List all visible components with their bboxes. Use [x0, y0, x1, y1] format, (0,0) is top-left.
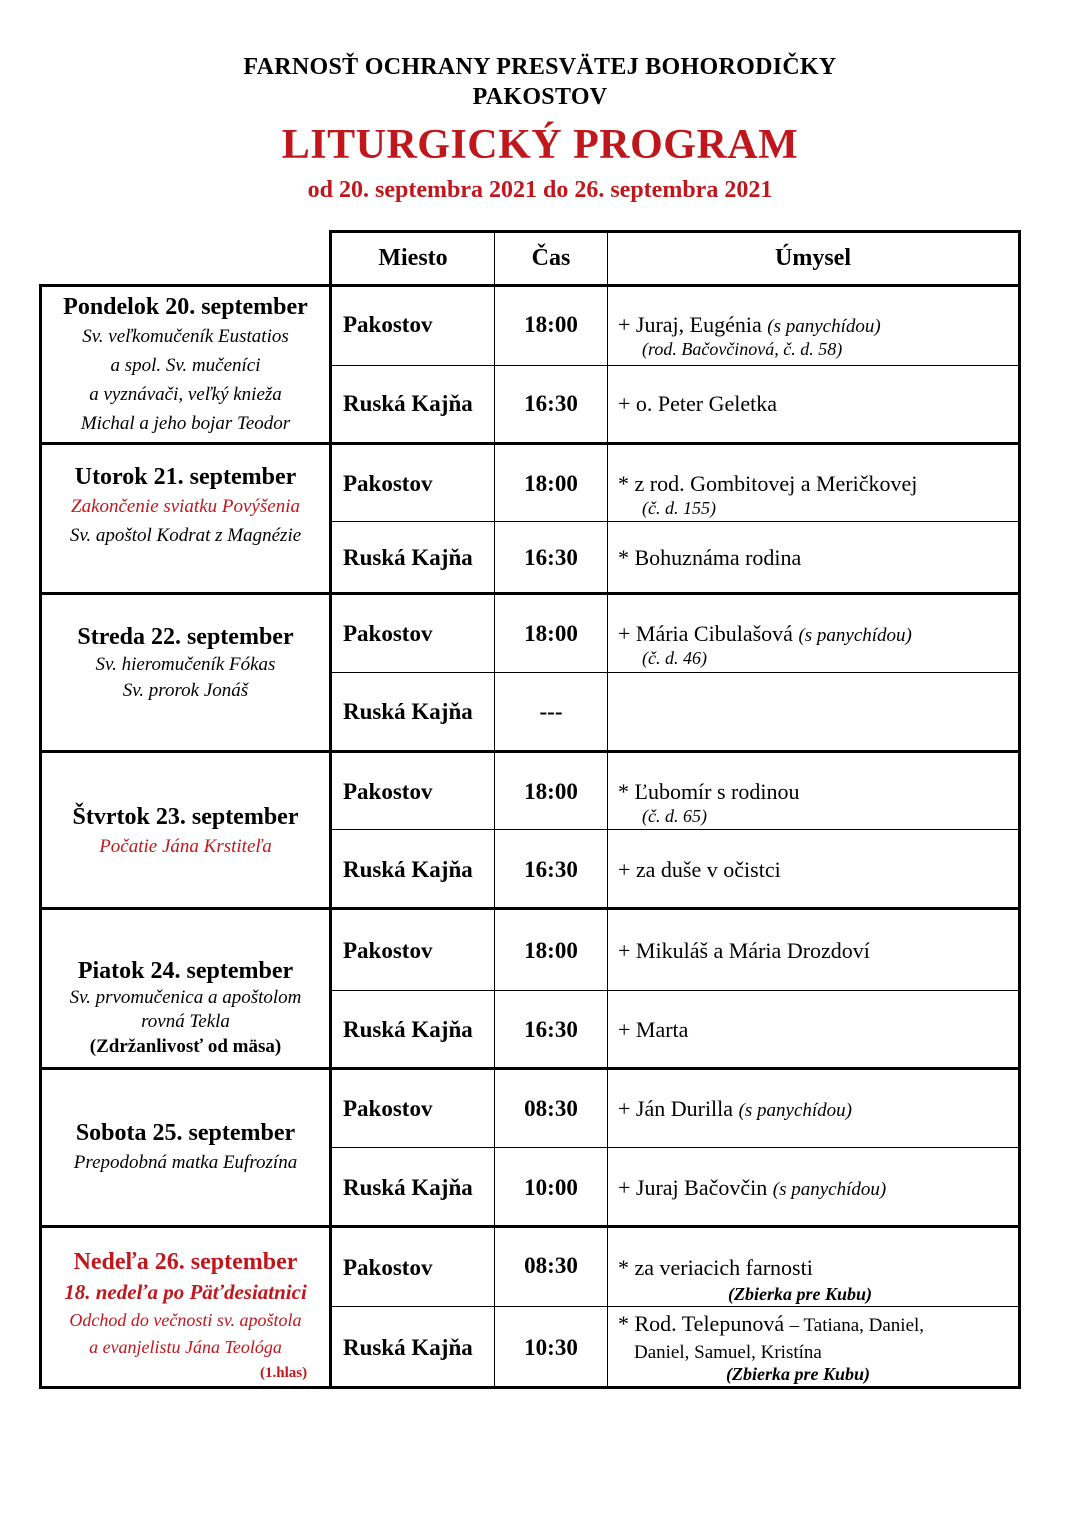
place-cell: Ruská Kajňa	[343, 1175, 473, 1200]
time-cell: 16:30	[524, 545, 578, 570]
place-cell: Pakostov	[343, 938, 433, 963]
place-cell: Pakostov	[343, 621, 433, 646]
intent-text: + o. Peter Geletka	[618, 391, 778, 416]
day-feast: Sv. prvomučenica a apoštolom	[69, 987, 302, 1008]
intent-address: (rod. Bačovčinová, č. d. 58)	[642, 339, 843, 359]
collection-note: (Zbierka pre Kubu)	[726, 1364, 870, 1384]
collection-note: (Zbierka pre Kubu)	[728, 1284, 872, 1304]
day-name: Streda 22. september	[77, 624, 294, 650]
day-feast: a vyznávači, veľký knieža	[89, 383, 282, 405]
intent-text: * Ľubomír s rodinou	[618, 779, 800, 804]
day-feast: rovná Tekla	[141, 1011, 230, 1032]
day-cell-tuesday	[42, 460, 329, 580]
intent-cell	[608, 857, 1018, 883]
intent-text: + Ján Durilla	[618, 1096, 734, 1121]
sunday-title: 18. nedeľa po Päťdesiatnici	[64, 1280, 307, 1304]
day-feast-highlight: Odchod do večnosti sv. apoštola	[69, 1310, 302, 1330]
day-cell-thursday	[42, 800, 329, 870]
column-header-place: Miesto	[378, 245, 448, 271]
intent-cell	[608, 1255, 1018, 1281]
place-cell: Pakostov	[343, 1096, 433, 1121]
time-cell: 18:00	[524, 621, 578, 646]
day-feast-highlight: Počatie Jána Krstiteľa	[99, 836, 272, 857]
place-cell: Ruská Kajňa	[343, 857, 473, 882]
day-feast: Sv. veľkomučeník Eustatios	[82, 325, 289, 347]
day-feast: a spol. Sv. mučeníci	[110, 354, 261, 376]
day-feast: Sv. hieromučeník Fókas	[95, 654, 276, 675]
time-cell: 16:30	[524, 1017, 578, 1042]
time-cell: 16:30	[524, 857, 578, 882]
place-cell: Pakostov	[343, 1255, 433, 1280]
column-header-intent: Úmysel	[775, 245, 851, 271]
day-cell-saturday	[42, 1116, 329, 1186]
intent-text: * Bohuznáma rodina	[618, 545, 802, 570]
day-name: Sobota 25. september	[75, 1120, 296, 1146]
place-cell: Ruská Kajňa	[343, 1017, 473, 1042]
time-cell: 18:00	[524, 312, 578, 337]
time-cell: ---	[539, 699, 563, 724]
day-name: Piatok 24. september	[77, 958, 294, 984]
day-name: Utorok 21. september	[74, 464, 297, 490]
liturgical-voice: (1.hlas)	[260, 1365, 308, 1381]
intent-text: + Marta	[618, 1017, 689, 1042]
day-feast: Prepodobná matka Eufrozína	[73, 1152, 298, 1173]
intent-cell	[608, 545, 1018, 571]
place-cell: Ruská Kajňa	[343, 1335, 473, 1360]
place-cell: Ruská Kajňa	[343, 699, 473, 724]
intent-cell	[608, 621, 1018, 669]
place-cell: Pakostov	[343, 312, 433, 337]
place-cell: Pakostov	[343, 779, 433, 804]
intent-note: (s panychídou)	[738, 1100, 853, 1121]
column-header-time: Čas	[531, 245, 571, 271]
intent-text: * Rod. Telepunová	[618, 1311, 785, 1336]
place-cell: Ruská Kajňa	[343, 545, 473, 570]
time-cell: 18:00	[524, 938, 578, 963]
place-cell: Pakostov	[343, 471, 433, 496]
intent-address: (č. d. 46)	[642, 648, 707, 668]
intent-text: * za veriacich farnosti	[618, 1255, 813, 1280]
place-cell: Ruská Kajňa	[343, 391, 473, 416]
page-title: LITURGICKÝ PROGRAM	[281, 122, 799, 168]
day-name: Nedeľa 26. september	[73, 1249, 298, 1275]
intent-text: + Mária Cibulašová	[618, 621, 793, 646]
intent-text: + Mikuláš a Mária Drozdoví	[618, 938, 870, 963]
intent-cell	[608, 312, 1018, 360]
intent-note: (s panychídou)	[772, 1179, 887, 1200]
intent-names: – Tatiana, Daniel,	[789, 1315, 925, 1336]
intent-cell	[608, 779, 1018, 827]
intent-address: (č. d. 65)	[642, 806, 707, 826]
day-cell-monday	[42, 287, 329, 442]
time-cell: 18:00	[524, 779, 578, 804]
village-name: PAKOSTOV	[472, 84, 608, 110]
time-cell: 18:00	[524, 471, 578, 496]
intent-cell	[608, 1017, 1018, 1043]
intent-note: (s panychídou)	[767, 316, 881, 337]
fasting-note: (Zdržanlivosť od mäsa)	[89, 1036, 282, 1057]
day-cell-sunday	[42, 1245, 329, 1385]
intent-text: * z rod. Gombitovej a Meričkovej	[618, 471, 918, 496]
intent-cell	[608, 1175, 1018, 1201]
day-cell-wednesday	[42, 620, 329, 730]
parish-header	[0, 52, 1080, 112]
day-feast: Sv. apoštol Kodrat z Magnézie	[69, 525, 302, 546]
intent-names-line2: Daniel, Samuel, Kristína	[634, 1342, 822, 1363]
date-range: od 20. septembra 2021 do 26. septembra 2021	[307, 177, 773, 203]
day-cell-friday	[42, 954, 329, 1064]
parish-name: FARNOSŤ OCHRANY PRESVÄTEJ BOHORODIČKY	[243, 54, 837, 80]
day-feast: Sv. prorok Jonáš	[122, 680, 249, 701]
intent-cell	[608, 938, 1018, 964]
intent-address: (č. d. 155)	[642, 498, 716, 518]
time-cell: 10:00	[524, 1175, 578, 1200]
intent-note: (s panychídou)	[798, 625, 912, 646]
intent-text: + Juraj Bačovčin	[618, 1175, 768, 1200]
day-feast: Michal a jeho bojar Teodor	[80, 412, 291, 434]
intent-cell	[608, 391, 1018, 417]
intent-cell	[608, 1096, 1018, 1122]
time-cell: 08:30	[524, 1253, 578, 1278]
day-name: Štvrtok 23. september	[72, 804, 299, 830]
time-cell: 16:30	[524, 391, 578, 416]
intent-cell	[608, 471, 1018, 519]
day-name: Pondelok 20. september	[63, 293, 308, 320]
intent-text: + Juraj, Eugénia	[618, 312, 762, 337]
time-cell: 08:30	[524, 1096, 578, 1121]
intent-cell	[608, 1310, 1018, 1366]
day-feast-highlight: Zakončenie sviatku Povýšenia	[71, 496, 300, 517]
time-cell: 10:30	[524, 1335, 578, 1360]
intent-text: + za duše v očistci	[618, 857, 781, 882]
day-feast-highlight: a evanjelistu Jána Teológa	[89, 1337, 282, 1357]
